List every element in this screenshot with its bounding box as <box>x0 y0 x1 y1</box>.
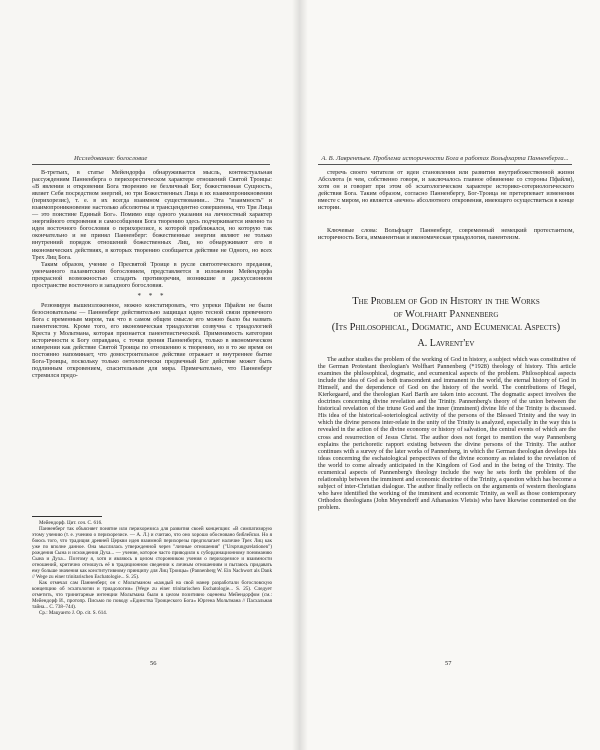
left-body-text <box>32 170 272 380</box>
english-title <box>314 295 578 334</box>
english-abstract <box>318 356 576 511</box>
abstract-text: The author studies the problem of the working of God in history, a subject which was constitutive of the German Protestant theologian's Wolfhart Pannenberg (*1928) theology of history. This article examines the philosophical, dogmatic, and ecumenical aspects of the problem. Philosophical aspects include the idea of God as both transcendent and immanent in the world, the eternal history of God in Himself, and the dependence of God on the history of the world. The contributions of Hegel, Kierkegaard, and the theologian Karl Barth are taken into account. The dogmatic aspect involves the doctrines concerning divine revelation and the Trinity. Pannenberg's theory of the union between the historical revelation of the triune God and the inner (imminent) divine life of the Trinity is discussed. His idea of the historical-soteriological activity of the persons of the Blessed Trinity and the way in which the divine persons inter-relate in the unity of the Trinity is analyzed, especially in the way this is revealed in the action of the divine economy or history of salvation, the central events of which are the cross and resurrection of Jesus Christ. The author does not forget to mention the way Pannenberg explains the perichoretic rapport existing between the divine persons of the Trinity. The author continues with a survey of the later works of Pannenberg, in which the German theologian develops his ideas concerning the eschatological perspectives of the divine economy as related to the revelation of the world to come already anticipated in the Kingdom of God and in the being of the Trinity. The ecumenical aspects of Pannenberg's theology include the way he sets forth the problem of the relationship between the imminent and economic doctrine of the Trinity, a question which has become a subject of inter-Christian dialogue. The author finally reflects on the arguments of western theologians who have identified the working of the imminent and economic Trinity, as well as those contemporary Orthodox theologians (John Meyendorff and Athanasios Vletsis) who have likewise commented on the problem. <box>318 356 576 511</box>
english-author: A. Lavrent'ev <box>417 338 475 349</box>
english-title-line: (Its Philosophical, Dogmatic, and Ecumenical Aspects) <box>331 322 561 333</box>
footnote: Панненберг так объясняет понятие или перихорезиса для развития своей концепции: «В симпатизирую этому учению (т. е. учению о перихорезисе. — А. Л.) и считаю, что оно хорошо обосновано библейски. Но я боюсь того, что традиция древней Церкви идея взаимной перихорезы предполагает наличие Трех Лиц как уже по вполне данное. Она мыслилась утвержденной через "личные отношения" ("Ursprungsrelationen") рождения Сына и исхождения Духа... — учение, которое часто приводили к субординационному пониманию Сына и Духа... Поэтому я, хотя и являюсь в целом сторонником учения о перихорезисе и взаимности отношений, критично отношусь её в традиционном сведении к личным отношениям и пытаюсь придавать ему больше значения как конститутивному принципу для Лиц Троицы» (Pannenberg W. Ein Nachwort als Dank // Wege zu einer trinitarischen Eschatologie... S. 25). <box>32 526 272 580</box>
right-paragraph: стеречь своего читателя от идеи становления или развития внутрибожественной жизни Абсолюта (в чем, собственно говоря, и заключалось главное обвинение со стороны Пфайли), хотя он и говорит при этом об эсхатологическом характере историко-сотериологического действия Бога. Таким образом, согласно Панненбергу, Бог-Троица не претерпевает изменения вместе с миром, но является «вечно» абсолютного откровения, имеющего осуществиться в конце истории. <box>318 170 574 212</box>
left-running-head: Исследования: богословие <box>32 155 270 165</box>
right-body-text <box>318 170 574 212</box>
footnote: Как отмечал сам Панненберг, он с Мольтманом «каждый на свой манер разработали богословскую концепцию об эсхатологии и триадологии» (Wege zu einer trinitarischen Eschatologie... S. 25). Следует отметить, что тринитарные интенции Мольтмана были в целом позитивно оценены Мейендорфом (см.: Мейендорф И., протопр. Письмо по поводу «Единства Троицеского Бога» Юргена Мольтмана // Пасхальная тайна... С. 738–744). <box>32 580 272 610</box>
keywords-text: Ключевые слова: Вольфхарт Панненберг, современный немецкий протестантизм, историчность Бога, имманентная и икономическая триадология, панентеизм. <box>318 228 574 242</box>
english-title-line: The Problem of God in History in the Works <box>352 296 540 307</box>
left-paragraph: Резюмируя вышеизложенное, можно констатировать, что упреки Пфайли не были безосновательны — Панненберг действительно защищал идею тесной связи превечного Бога с временным миром, так что в самом общем смысле его можно было бы назвать панентеистом. Кроме того, его икономическая триадология созвучна с триадологией Креста у Мольтмана, которая признается панентеистической. Применимость категории историчности к Богу оправдана, с точки зрения Панненберга, только в икономическом измерении как действие Святой Троицы по отношению к творению, но в то же время он постоянно напоминает, что домостроительное действие отражает и внутреннее бытие Бога-Троицы, поскольку только онтологически предвечный Бог действие может быть подлинным откровением, спасительным для мира. Примечательно, что Панненберг стремился предо- <box>32 302 272 380</box>
footnotes <box>32 520 272 616</box>
right-page-number: 57 <box>445 660 452 667</box>
footnote: Мейендорф. Цит. соч. С. 616. <box>39 520 103 526</box>
keywords <box>318 228 574 242</box>
footnote-rule <box>32 516 102 517</box>
section-separator: * * * <box>137 291 167 300</box>
right-running-head: А. В. Лаврентьев. Проблема историчности Бога в работах Вольфхарта Панненберга... <box>318 155 572 165</box>
footnote: Ср.: Мацуанто J. Op. cit. S. 614. <box>39 610 108 616</box>
right-page <box>300 0 600 750</box>
book-gutter <box>292 0 308 750</box>
left-paragraph: Таким образом, учение о Пресвятой Троице в русле святоотеческого предания, увенчанного паламитским богословием, представляется в изложении Мейендорфа прекрасной возможностью сгладить противоречия, возникшие в дискуссионном пространстве восточного и западного богословия. <box>32 261 272 289</box>
left-paragraph: В-третьих, в статье Мейендорфа обнаруживается мысль, контекстуальная рассуждениям Панненберга о перихорестическом характере отношений Святой Троицы: «В явлении и откровении Бога творению не безличный Бог, божественная Сущность, являет Себя посредством энергий, но три Божественных Лица в их взаимопроникновении (перихорезис), т. е. в их всегда взаимном существовании... Эта "взаимность" и взаимопроникновение настолько абсолютны и трансцендентно совершенны, что Три Лица — это поистине Единый Бог». Помимо еще одного указания на личностный характер энергийного откровения и самособщения Бога творению здесь подчеркивается именно та идея восточного богословия о перихорезисе, к которой приближался, но которую так окончательно и не принял Панненберг: божественные энергии являют не только внутренний порядок отношений божественных Лиц, но обнаруживают его в икономических действиях, в которых творению сообщается действие не Одного, но всех Трех Лиц Бога. <box>32 170 272 261</box>
left-page-number: 56 <box>150 660 157 667</box>
english-title-line: of Wolfhart Pannenberg <box>393 309 499 320</box>
